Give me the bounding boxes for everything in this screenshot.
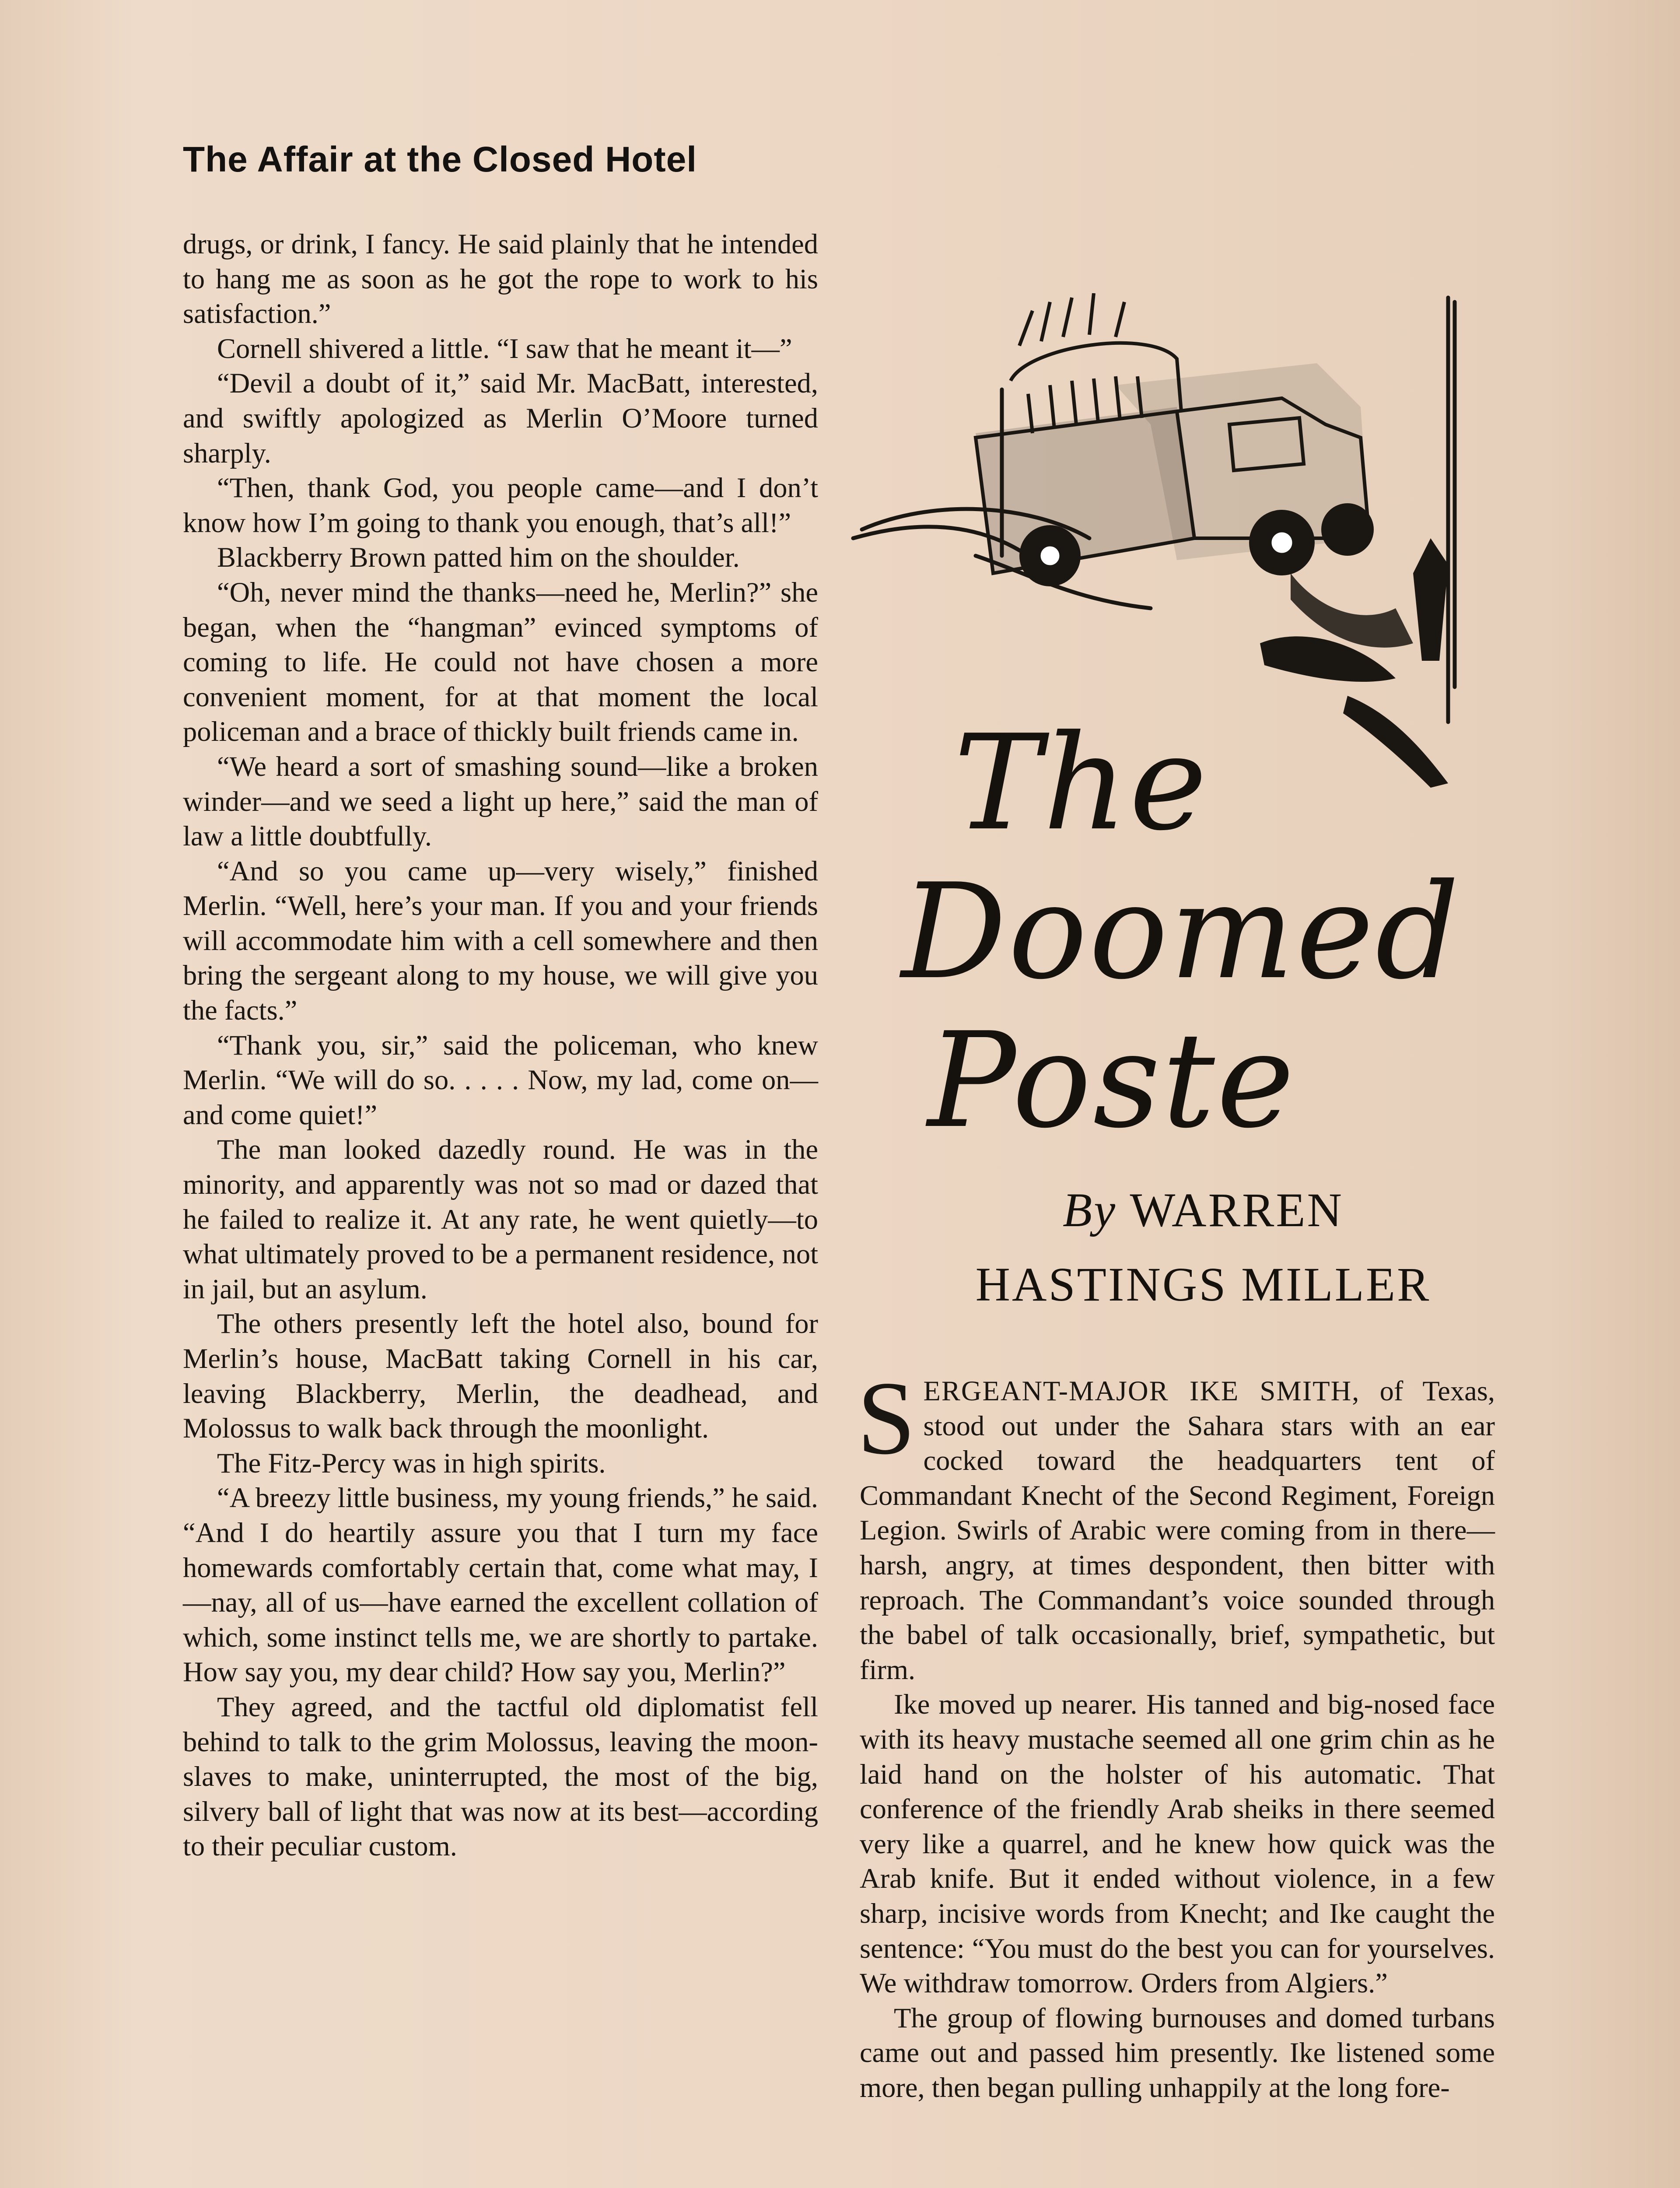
paragraph: The man looked dazedly round. He was in the minority, and apparently was not so mad or dazed that he failed to realize it. At any rate, he went quietly—to what ultimately proved to be a permanent residence, not in jail, but an asylum. [183,1134,818,1304]
paragraph: “A breezy little business, my young friends,” he said. “And I do heartily assure you that I turn my face homewards comfortably certain that, come what may, I—nay, all of us—have earned the excellent collation of which, some instinct tells me, we are shortly to partake. How say you, my dear child? How say you, Merlin?” [183,1482,818,1688]
paragraph: “Devil a doubt of it,” said Mr. MacBatt, interested, and swiftly apologized as Merlin O’Moore turned sharply. [183,368,818,469]
paragraph: “We heard a sort of smashing sound—like a broken winder—and we seed a light up here,” said the man of law a little doubtfully. [183,750,818,852]
paragraph: “Oh, never mind the thanks—need he, Merlin?” she began, when the “hangman” evinced symptoms of coming to life. He could not have chosen a more convenient moment, for at that moment the local policeman and a brace of thickly built friends came in. [183,576,818,747]
paragraph: Cornell shivered a little. “I saw that he meant it—” [217,333,792,364]
paragraph: The Fitz-Percy was in high spirits. [217,1447,606,1479]
lede-smallcaps: ERGEANT-MAJOR IKE SMITH, [923,1375,1360,1406]
running-head: The Affair at the Closed Hotel [183,140,697,179]
paragraph: Blackberry Brown patted him on the shoulder. [217,542,740,573]
story-title [875,709,1522,1155]
left-column-text [183,227,818,1864]
title-line: The [954,707,1209,859]
author-first-name: WARREN [1130,1183,1344,1237]
byline-line-1 [897,1173,1509,1247]
lede-text: of Texas, stood out under the Sahara stars with an ear cocked toward the headquarters tent of Commandant Knecht of the Second Regiment, Foreign Legion. Swirls of Arabic were coming from in there—harsh, angry, at times despondent, then bitter with reproach. The Commandant’s voice sounded through the babel of talk occasionally, brief, sympathetic, but firm. [860,1375,1495,1685]
paragraph: “Thank you, sir,” said the policeman, who knew Merlin. “We will do so. . . . . Now, my lad, come on—and come quiet!” [183,1029,818,1130]
paragraph: They agreed, and the tactful old diplomatist fell behind to talk to the grim Molossus, leaving the moon-slaves to make, uninterrupted, the most of the big, silvery ball of light that was now at its best—according to their peculiar custom. [183,1691,818,1862]
paragraph: The others presently left the hotel also, bound for Merlin’s house, MacBatt taking Cornell in his car, leaving Blackberry, Merlin, the deadhead, and Molossus to walk back through the moonlight. [183,1308,818,1444]
byline-by: By [1063,1183,1117,1237]
paragraph: “And so you came up—very wisely,” finished Merlin. “Well, here’s your man. If you and your friends will accommodate him with a cell somewhere and then bring the sergeant along to my house, we will give you the facts.” [183,855,818,1026]
paragraph: “Then, thank God, you people came—and I don’t know how I’m going to thank you enough, that’s all!” [183,472,818,538]
paragraph: drugs, or drink, I fancy. He said plainly that he intended to hang me as soon as he got the rope to work to his satisfaction.” [183,228,818,330]
title-line: Poste [928,1004,1296,1157]
byline [897,1173,1509,1322]
author-last-name: HASTINGS MILLER [975,1258,1431,1311]
right-column-text [857,1360,1495,2105]
paragraph: Ike moved up nearer. His tanned and big-nosed face with its heavy mustache seemed all one grim chin as he laid hand on the holster of his automatic. That conference of the friendly Arab sheiks in there seemed very like a quarrel, and he knew how quick was the Arab knife. But it ended without violence, in a few sharp, incisive words from Knecht; and Ike caught the sentence: “You must do the best you can for yourselves. We withdraw tomorrow. Orders from Algiers.” [860,1689,1495,1999]
paragraph: The group of flowing burnouses and domed turbans came out and passed him presently. Ike listened some more, then began pulling unhappily at the long fore- [860,2002,1495,2103]
drop-cap: S [857,1360,916,1476]
title-line: Doomed [901,856,1461,1008]
lede-paragraph [857,1360,1495,1687]
